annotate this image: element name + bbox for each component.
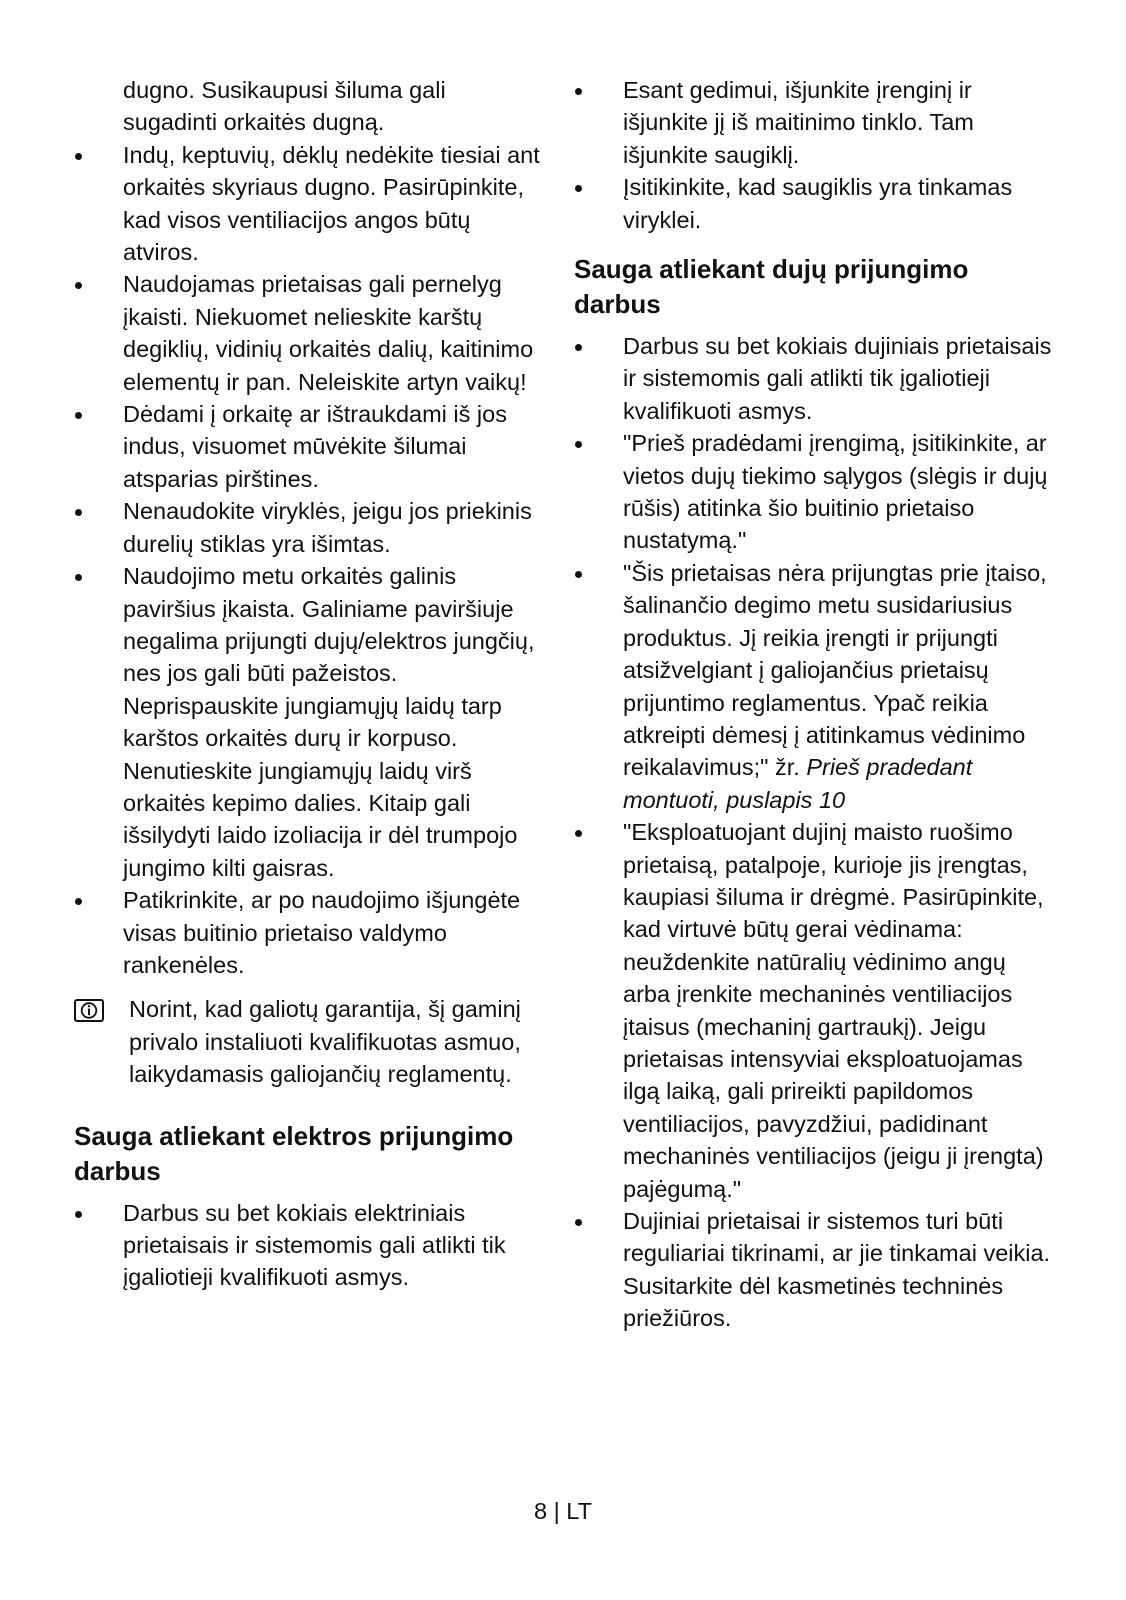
list-item: Patikrinkite, ar po naudojimo išjungėte visas buitinio prietaiso valdymo rankenėles. (74, 884, 544, 981)
left-column (74, 74, 544, 1294)
bullet-icon (575, 1219, 582, 1226)
info-icon (74, 999, 104, 1022)
section-heading-electrical: Sauga atliekant elektros prijungimo darbus (74, 1120, 514, 1186)
bullet-icon (75, 412, 82, 419)
page-number: 8 | LT (534, 1498, 592, 1524)
left-bullet-list (74, 139, 544, 982)
list-item: Darbus su bet kokiais dujiniais prietaisais ir sistemomis gali atlikti tik įgaliotieji kvalifikuoti asmys. (574, 330, 1058, 427)
list-item: "Šis prietaisas nėra prijungtas prie įtaiso, šalinančio degimo metu susidariusius produktus. Jį reikia įrengti ir prijungti atsižvelgiant į galiojančius prietaisų prijuntimo reglamentus. Ypač reikia atkreipti dėmesį į atitinkamus vėdinimo reikalavimus;" žr. Prieš pradedant montuoti, puslapis 10 (574, 557, 1058, 816)
list-item: Indų, keptuvių, dėklų nedėkite tiesiai ant orkaitės skyriaus dugno. Pasirūpinkite, kad visos ventiliacijos angos būtų atviros. (74, 139, 544, 269)
list-item: Įsitikinkite, kad saugiklis yra tinkamas viryklei. (574, 171, 1058, 236)
gas-bullet-list (574, 330, 1058, 1335)
list-item: "Eksploatuojant dujinį maisto ruošimo prietaisą, patalpoje, kurioje jis įrengtas, kaupiasi šiluma ir drėgmė. Pasirūpinkite, kad virtuvė būtų gerai vėdinama: neuždenkite natūralių vėdinimo angų arba įrenkite mechaninės ventiliacijos įtaisus (mechaninį gartraukį). Jeigu prietaisas intensyviai eksploatuojamas ilgą laiką, gali prireikti papildomos ventiliacijos, pavyzdžiui, padidinant mechaninės ventiliacijos (jeigu ji įrengta) pajėgumą." (574, 816, 1058, 1205)
continuation-text: dugno. Susikaupusi šiluma gali sugadinti orkaitės dugną. (123, 77, 446, 136)
bullet-icon (75, 898, 82, 905)
electrical-bullet-list (74, 1197, 544, 1294)
bullet-icon (575, 441, 582, 448)
page-reference: Prieš pradedant montuoti, puslapis 10 (623, 754, 973, 813)
note-text: Norint, kad galiotų garantija, šį gaminį privalo instaliuoti kvalifikuotas asmuo, laikydamasis galiojančių reglamentų. (129, 996, 521, 1088)
list-item: Naudojimo metu orkaitės galinis paviršius įkaista. Galiniame paviršiuje negalima prijungti dujų/elektros jungčių, nes jos gali būti pažeistos. Neprispauskite jungiamųjų laidų tarp karštos orkaitės durų ir korpuso. Nenutieskite jungiamųjų laidų virš orkaitės kepimo dalies. Kitaip gali išsilydyti laido izoliacija ir dėl trumpojo jungimo kilti gaisras. (74, 560, 544, 884)
list-item: Dujiniai prietaisai ir sistemos turi būti reguliariai tikrinami, ar jie tinkamai veikia. Susitarkite dėl kasmetinės techninės priežiūros. (574, 1205, 1058, 1335)
list-item: Dėdami į orkaitę ar ištraukdami iš jos indus, visuomet mūvėkite šilumai atsparias pirštines. (74, 398, 544, 495)
bullet-icon (75, 153, 82, 160)
bullet-icon (75, 1211, 82, 1218)
bullet-icon (75, 282, 82, 289)
bullet-icon (575, 571, 582, 578)
right-column (574, 74, 1058, 1335)
info-note (74, 993, 544, 1090)
list-item: Nenaudokite viryklės, jeigu jos priekinis durelių stiklas yra išimtas. (74, 495, 544, 560)
bullet-icon (75, 574, 82, 581)
right-top-bullet-list (574, 74, 1058, 236)
bullet-icon (575, 830, 582, 837)
list-item: Esant gedimui, išjunkite įrenginį ir išjunkite jį iš maitinimo tinklo. Tam išjunkite saugiklį. (574, 74, 1058, 171)
bullet-icon (575, 185, 582, 192)
bullet-icon (575, 88, 582, 95)
list-item: "Prieš pradėdami įrengimą, įsitikinkite, ar vietos dujų tiekimo sąlygos (slėgis ir dujų rūšis) atitinka šio buitinio prietaiso nustatymą." (574, 427, 1058, 557)
list-item: Naudojamas prietaisas gali pernelyg įkaisti. Niekuomet nelieskite karštų degiklių, vidinių orkaitės dalių, kaitinimo elementų ir pan. Neleiskite artyn vaikų! (74, 268, 544, 398)
bullet-icon (75, 509, 82, 516)
section-heading-gas: Sauga atliekant dujų prijungimo darbus (574, 254, 969, 320)
list-item: Darbus su bet kokiais elektriniais prietaisais ir sistemomis gali atlikti tik įgaliotieji kvalifikuoti asmys. (74, 1197, 544, 1294)
bullet-icon (575, 344, 582, 351)
